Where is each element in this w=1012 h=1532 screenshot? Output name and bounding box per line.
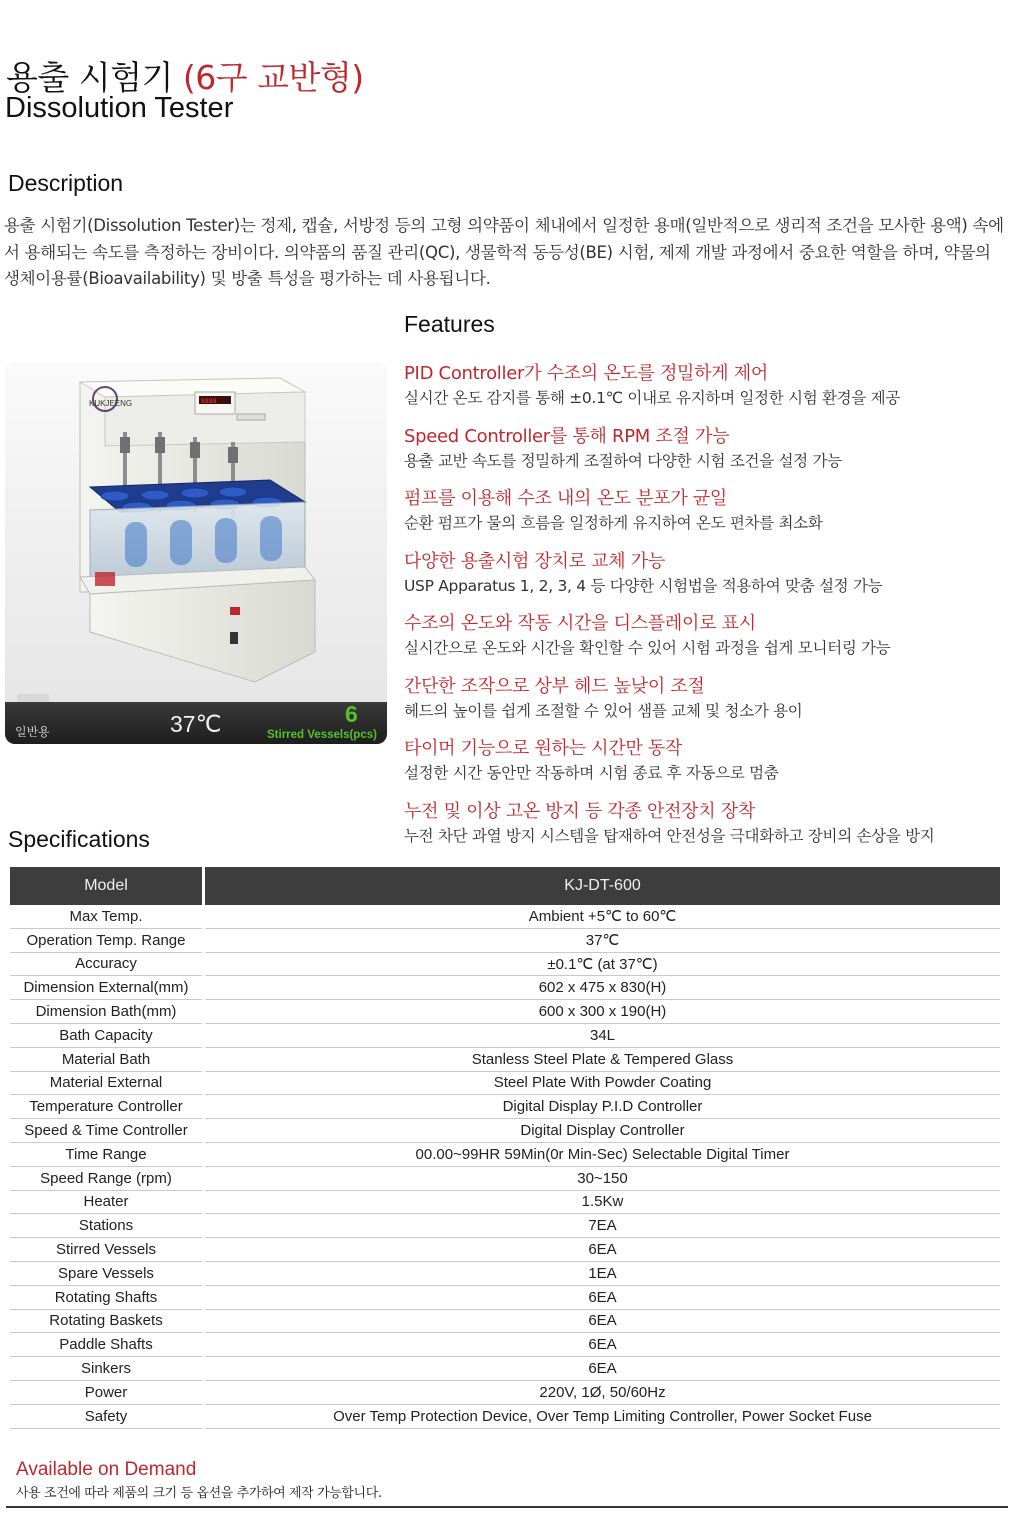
bottom-divider xyxy=(6,1506,1008,1508)
spec-label: Temperature Controller xyxy=(10,1095,204,1119)
spec-row xyxy=(10,1000,1000,1024)
spec-value: 34L xyxy=(204,1023,1001,1047)
spec-row xyxy=(10,1142,1000,1166)
spec-value: Ambient +5℃ to 60℃ xyxy=(204,905,1001,928)
spec-row xyxy=(10,1285,1000,1309)
spec-label: Dimension External(mm) xyxy=(10,976,204,1000)
spec-value: 220V, 1Ø, 50/60Hz xyxy=(204,1380,1001,1404)
dissolution-tester-illustration xyxy=(5,362,387,702)
feature-item xyxy=(404,672,1004,721)
spec-value: 7EA xyxy=(204,1214,1001,1238)
specifications-heading: Specifications xyxy=(8,826,150,852)
spec-value: 6EA xyxy=(204,1333,1001,1357)
spec-label: Material External xyxy=(10,1071,204,1095)
spec-value: Digital Display Controller xyxy=(204,1119,1001,1143)
feature-title: 펌프를 이용해 수조 내의 온도 분포가 균일 xyxy=(404,488,728,509)
temperature-value: 37℃ xyxy=(170,711,222,737)
spec-label: Accuracy xyxy=(10,952,204,976)
spec-header-model: Model xyxy=(10,867,204,905)
spec-row xyxy=(10,952,1000,976)
spec-value: Digital Display P.I.D Controller xyxy=(204,1095,1001,1119)
spec-label: Stirred Vessels xyxy=(10,1238,204,1262)
spec-value: 1.5Kw xyxy=(204,1190,1001,1214)
spec-label: Time Range xyxy=(10,1142,204,1166)
feature-item xyxy=(404,422,1004,471)
feature-desc: 실시간으로 온도와 시간을 확인할 수 있어 시험 과정을 쉽게 모니터링 가능 xyxy=(404,639,891,657)
feature-title: 타이머 기능으로 원하는 시간만 동작 xyxy=(404,738,683,759)
spec-row xyxy=(10,1404,1000,1428)
brand-logo-text: KUKJEENG xyxy=(89,399,133,408)
available-on-demand-title: Available on Demand xyxy=(16,1459,197,1480)
spec-header-model-value: KJ-DT-600 xyxy=(204,867,1001,905)
description-heading: Description xyxy=(8,170,124,196)
feature-title: 수조의 온도와 작동 시간을 디스플레이로 표시 xyxy=(404,613,756,634)
feature-title: 간단한 조작으로 상부 헤드 높낮이 조절 xyxy=(404,676,705,697)
spec-label: Max Temp. xyxy=(10,905,204,928)
spec-label: Speed & Time Controller xyxy=(10,1119,204,1143)
spec-value: 30~150 xyxy=(204,1166,1001,1190)
spec-row xyxy=(10,1119,1000,1143)
spec-row xyxy=(10,976,1000,1000)
feature-title: PID Controller가 수조의 온도를 정밀하게 제어 xyxy=(404,363,768,384)
spec-row xyxy=(10,1333,1000,1357)
feature-title: 다양한 용출시험 장치로 교체 가능 xyxy=(404,551,665,572)
spec-label: Rotating Shafts xyxy=(10,1285,204,1309)
spec-value: 1EA xyxy=(204,1261,1001,1285)
product-badge-bar xyxy=(5,702,387,744)
spec-row xyxy=(10,1071,1000,1095)
vessel-unit: Stirred Vessels(pcs) xyxy=(267,729,377,741)
spec-value: 602 x 475 x 830(H) xyxy=(204,976,1001,1000)
vessel-count: 6 xyxy=(345,701,358,727)
spec-value: Over Temp Protection Device, Over Temp Limiting Controller, Power Socket Fuse xyxy=(204,1404,1001,1428)
spec-row xyxy=(10,1095,1000,1119)
feature-desc: 헤드의 높이를 쉽게 조절할 수 있어 샘플 교체 및 청소가 용이 xyxy=(404,702,803,720)
spec-row xyxy=(10,928,1000,952)
spec-row xyxy=(10,1380,1000,1404)
features-heading: Features xyxy=(404,311,495,337)
feature-item xyxy=(404,547,1004,596)
feature-title: 누전 및 이상 고온 방지 등 각종 안전장치 장착 xyxy=(404,801,755,822)
feature-item xyxy=(404,797,1004,846)
spec-value: 6EA xyxy=(204,1238,1001,1262)
feature-desc: 누전 차단 과열 방지 시스템을 탑재하여 안전성을 극대화하고 장비의 손상을 방지 xyxy=(404,827,935,845)
spec-row xyxy=(10,1166,1000,1190)
spec-value: 6EA xyxy=(204,1285,1001,1309)
spec-label: Bath Capacity xyxy=(10,1023,204,1047)
spec-value: 00.00~99HR 59Min(0r Min-Sec) Selectable Digital Timer xyxy=(204,1142,1001,1166)
spec-label: Speed Range (rpm) xyxy=(10,1166,204,1190)
spec-label: Sinkers xyxy=(10,1357,204,1381)
spec-value: Stanless Steel Plate & Tempered Glass xyxy=(204,1047,1001,1071)
spec-row xyxy=(10,905,1000,928)
title-accent: (6구 교반형) xyxy=(182,58,364,97)
spec-label: Operation Temp. Range xyxy=(10,928,204,952)
spec-label: Material Bath xyxy=(10,1047,204,1071)
description-text: 용출 시험기(Dissolution Tester)는 정제, 캡슐, 서방정 등의 고형 의약품이 체내에서 일정한 용매(일반적으로 생리적 조건을 모사한 용액) 속에서 용해되는 속도를 측정하는 장비이다. 의약품의 품질 관리(QC), 생물학적 동등성(BE) 시험, 제제 개발 과정에서 중요한 역할을 하며, 약물의 생체이용률(Bioavailability) 및 방출 특성을 평가하는 데 사용됩니다. xyxy=(4,216,1004,288)
spec-table xyxy=(10,867,1000,1429)
spec-value: 600 x 300 x 190(H) xyxy=(204,1000,1001,1024)
spec-value: 6EA xyxy=(204,1309,1001,1333)
feature-desc: 실시간 온도 감지를 통해 ±0.1℃ 이내로 유지하며 일정한 시험 환경을 제공 xyxy=(404,389,900,407)
usage-label: 일반용 xyxy=(15,725,50,739)
feature-desc: USP Apparatus 1, 2, 3, 4 등 다양한 시험법을 적용하여 맞춤 설정 가능 xyxy=(404,577,883,595)
spec-row xyxy=(10,1357,1000,1381)
spec-label: Power xyxy=(10,1380,204,1404)
product-image xyxy=(5,362,387,744)
spec-value: Steel Plate With Powder Coating xyxy=(204,1071,1001,1095)
spec-label: Paddle Shafts xyxy=(10,1333,204,1357)
page-title-english: Dissolution Tester xyxy=(5,92,234,124)
spec-row xyxy=(10,1309,1000,1333)
spec-value: 6EA xyxy=(204,1357,1001,1381)
feature-desc: 순환 펌프가 물의 흐름을 일정하게 유지하여 온도 편차를 최소화 xyxy=(404,514,823,532)
spec-row xyxy=(10,1238,1000,1262)
spec-value: 37℃ xyxy=(204,928,1001,952)
available-on-demand-desc: 사용 조건에 따라 제품의 크기 등 옵션을 추가하여 제작 가능합니다. xyxy=(16,1486,382,1501)
spec-row xyxy=(10,1261,1000,1285)
spec-row xyxy=(10,1047,1000,1071)
title-main: 용출 시험기 xyxy=(6,58,173,97)
spec-header-row xyxy=(10,867,1000,905)
spec-value: ±0.1℃ (at 37℃) xyxy=(204,952,1001,976)
spec-label: Rotating Baskets xyxy=(10,1309,204,1333)
spec-label: Stations xyxy=(10,1214,204,1238)
feature-item xyxy=(404,734,1004,783)
feature-item xyxy=(404,609,1004,658)
feature-item xyxy=(404,484,1004,533)
feature-desc: 설정한 시간 동안만 작동하며 시험 종료 후 자동으로 멈춤 xyxy=(404,764,779,782)
spec-row xyxy=(10,1214,1000,1238)
spec-label: Heater xyxy=(10,1190,204,1214)
spec-label: Safety xyxy=(10,1404,204,1428)
feature-title: Speed Controller를 통해 RPM 조절 가능 xyxy=(404,426,730,447)
spec-label: Spare Vessels xyxy=(10,1261,204,1285)
feature-desc: 용출 교반 속도를 정밀하게 조절하여 다양한 시험 조건을 설정 가능 xyxy=(404,452,842,470)
spec-row xyxy=(10,1023,1000,1047)
spec-row xyxy=(10,1190,1000,1214)
spec-label: Dimension Bath(mm) xyxy=(10,1000,204,1024)
feature-item xyxy=(404,359,1004,408)
display-readout: 8888 xyxy=(201,397,217,405)
